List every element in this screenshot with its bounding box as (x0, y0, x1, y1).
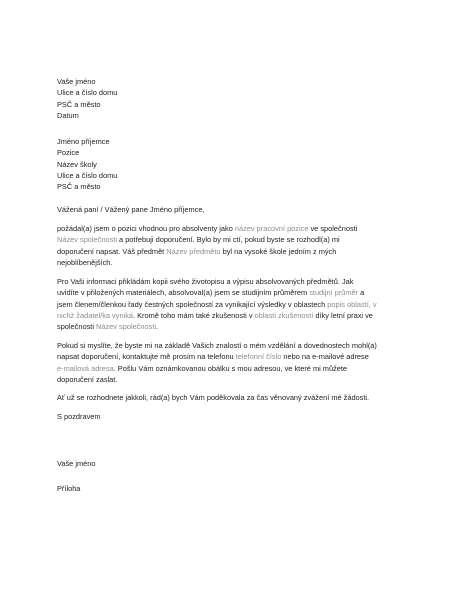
recipient-street: Ulice a číslo domu (57, 170, 118, 180)
recipient-position: Pozice (57, 148, 80, 158)
paragraph-2: Pro Vaši informaci přikládám kopii svého životopisu a výpisu absolvovaných předmětů. Jak uvidíte v přiložených materiálech, absolvoval(a) jsem se studijním průměrem studijní průměr a jsem členem/členkou řady čestných společností za vynikající výsledky v oblastech popis oblastí, v nichž žadatel/ka vyniká. Kromě toho mám také zkušenosti v oblasti zkušeností díky letní praxi ve společnosti Název společnosti. (57, 277, 377, 332)
placeholder-areas-description: popis oblastí, v (327, 299, 377, 309)
placeholder-company-name-2: Název společnosti (96, 322, 157, 332)
sender-name: Vaše jméno (57, 77, 96, 86)
sender-address (57, 76, 409, 121)
placeholder-experience-area: oblasti zkušeností (254, 310, 314, 320)
attachment-label: Příloha (57, 484, 81, 493)
paragraph-3: Pokud si myslíte, že byste mi na základě Vašich znalostí o mém vzdělání a dovednostech mohl(a) napsat doporučení, kontaktujte mě prosím na telefonu telefonní číslo nebo na e-mailové adrese e-mailová adresa. Pošlu Vám oznámkovanou obálku s mou adresou, ve které mi můžete doporučení zaslat. (57, 341, 377, 384)
paragraph-4: Ať už se rozhodnete jakkoli, rád(a) bych Vám poděkovala za čas věnovaný zvážení mé žádosti. (57, 393, 370, 402)
placeholder-email-address: e-mailová adresa (57, 363, 114, 373)
recipient-name: Jméno příjemce (57, 137, 110, 146)
salutation: Vážená paní / Vážený pane Jméno příjemce, (57, 205, 205, 214)
sender-street: Ulice a číslo domu (57, 88, 118, 98)
placeholder-areas-description-cont: nichž žadatel/ka vyniká (57, 310, 133, 320)
recipient-zip-city: PSČ a město (57, 182, 101, 192)
placeholder-gpa: studijní průměr (309, 288, 359, 298)
placeholder-subject-name: Název předmětu (166, 246, 221, 256)
placeholder-job-title: název pracovní pozice (234, 224, 309, 233)
paragraph-1: požádal(a) jsem o pozici vhodnou pro absolventy jako název pracovní pozice ve společnosti Název společnosti a potřebuji doporučení. Bylo by mi ctí, pokud byste se rozhodl(a) mi doporučení napsat. Váš předmět Název předmětu byl na vysoké škole jedním z mých nejoblíbenějších. (57, 224, 358, 267)
letter-date: Datum (57, 110, 79, 120)
closing: S pozdravem (57, 412, 101, 421)
sender-zip-city: PSČ a město (57, 99, 101, 109)
recipient-school: Název školy (57, 159, 97, 169)
recipient-address (57, 136, 409, 192)
placeholder-phone-number: telefonní číslo (235, 352, 282, 362)
signature-name: Vaše jméno (57, 459, 96, 468)
placeholder-company-name: Název společnosti (57, 235, 117, 245)
